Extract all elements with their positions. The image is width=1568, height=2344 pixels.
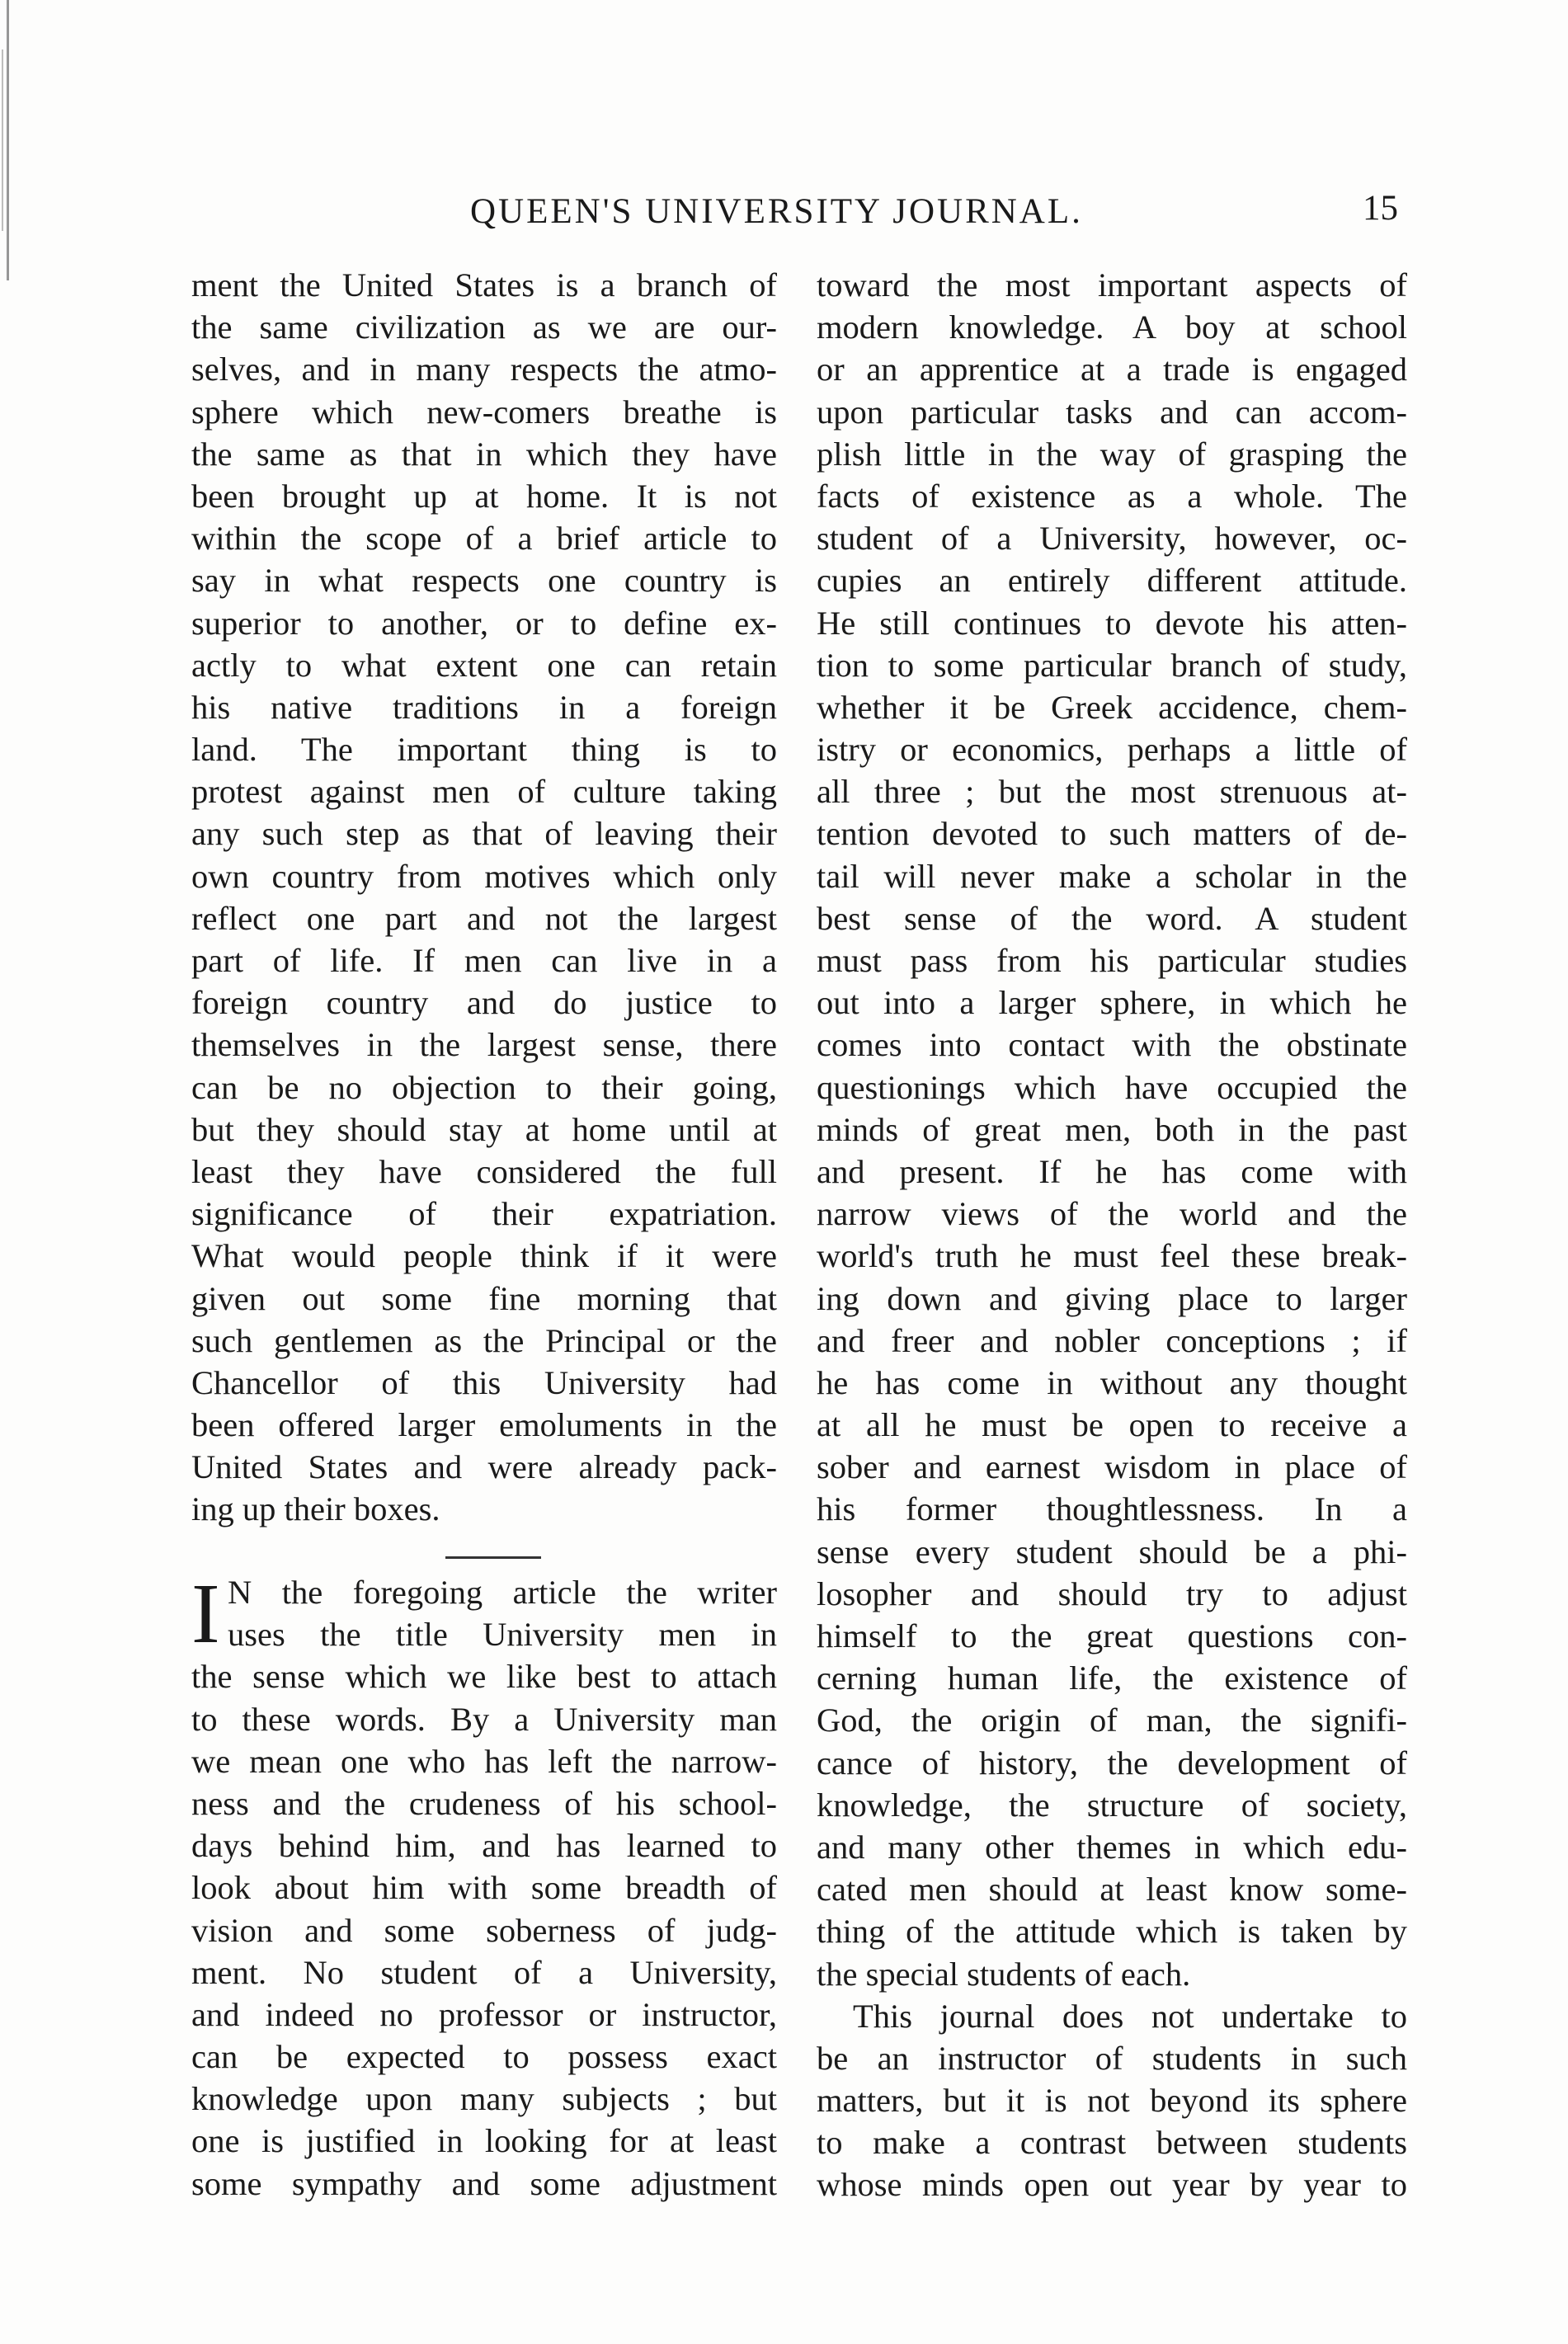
text-line: himself to the great questions con- <box>817 1617 1407 1654</box>
text-line: knowledge upon many subjects ; but <box>191 2080 777 2118</box>
text-line: tail will never make a scholar in the <box>817 857 1407 895</box>
text-line: losopher and should try to adjust <box>817 1574 1407 1612</box>
text-line: toward the most important aspects of <box>817 266 1407 304</box>
text-line: minds of great men, both in the past <box>817 1110 1407 1148</box>
text-line: uses the title University men in <box>228 1616 777 1654</box>
text-line: narrow views of the world and the <box>817 1195 1407 1233</box>
text-line: This journal does not undertake to <box>853 1997 1407 2035</box>
text-line: ing up their boxes. <box>191 1490 440 1528</box>
text-line: some sympathy and some adjustment <box>191 2164 777 2202</box>
text-line: plish little in the way of grasping the <box>817 435 1407 473</box>
left-column-top <box>191 264 777 1531</box>
text-line: land. The important thing is to <box>191 731 777 769</box>
text-line: superior to another, or to define ex- <box>191 604 777 642</box>
text-line: must pass from his particular studies <box>817 942 1407 979</box>
text-line: any such step as that of leaving their <box>191 815 777 853</box>
text-line: within the scope of a brief article to <box>191 520 777 558</box>
text-line: one is justified in looking for at least <box>191 2122 777 2160</box>
text-line: cerning human life, the existence of <box>817 1659 1407 1697</box>
text-line: istry or economics, perhaps a little of <box>817 731 1407 769</box>
text-line: significance of their expatriation. <box>191 1195 777 1233</box>
text-line: cance of history, the development of <box>817 1744 1407 1782</box>
text-line: N the foregoing article the writer <box>228 1574 777 1611</box>
text-line: can be no objection to their going, <box>191 1068 777 1106</box>
text-line: ment. No student of a University, <box>191 1953 777 1991</box>
text-line: to these words. By a University man <box>191 1700 777 1738</box>
text-line: or an apprentice at a trade is engaged <box>817 351 1407 388</box>
text-line: themselves in the largest sense, there <box>191 1026 777 1064</box>
text-line: own country from motives which only <box>191 857 777 895</box>
text-line: selves, and in many respects the atmo- <box>191 351 777 388</box>
text-line: out into a larger sphere, in which he <box>817 984 1407 1022</box>
text-line: can be expected to possess exact <box>191 2038 777 2076</box>
text-line: protest against men of culture taking <box>191 773 777 811</box>
text-line: days behind him, and has learned to <box>191 1827 777 1865</box>
text-line: actly to what extent one can retain <box>191 646 777 684</box>
text-line: at all he must be open to receive a <box>817 1406 1407 1444</box>
text-line: sense every student should be a phi- <box>817 1532 1407 1570</box>
text-line: sober and earnest wisdom in place of <box>817 1448 1407 1486</box>
text-line: world's truth he must feel these break- <box>817 1237 1407 1275</box>
text-line: whether it be Greek accidence, chem- <box>817 688 1407 726</box>
text-line: and freer and nobler conceptions ; if <box>817 1321 1407 1359</box>
text-line: look about him with some breadth of <box>191 1869 777 1907</box>
text-line: part of life. If men can live in a <box>191 942 777 979</box>
text-line: tention devoted to such matters of de- <box>817 815 1407 853</box>
text-line: comes into contact with the obstinate <box>817 1026 1407 1064</box>
left-column-bottom <box>191 1566 777 2205</box>
text-line: best sense of the word. A student <box>817 899 1407 937</box>
text-line: sphere which new-comers breathe is <box>191 393 777 431</box>
text-line: United States and were already pack- <box>191 1448 777 1486</box>
text-line: Chancellor of this University had <box>191 1363 777 1401</box>
text-line: say in what respects one country is <box>191 562 777 600</box>
text-line: ness and the crudeness of his school- <box>191 1784 777 1822</box>
text-line: be an instructor of students in such <box>817 2039 1407 2077</box>
text-line: cated men should at least know some- <box>817 1871 1407 1909</box>
text-line: knowledge, the structure of society, <box>817 1786 1407 1824</box>
text-line: whose minds open out year by year to <box>817 2166 1407 2204</box>
text-line: his former thoughtlessness. In a <box>817 1490 1407 1528</box>
text-line: questionings which have occupied the <box>817 1068 1407 1106</box>
text-line: matters, but it is not beyond its sphere <box>817 2082 1407 2120</box>
text-line: been offered larger emoluments in the <box>191 1406 777 1444</box>
section-divider <box>445 1556 541 1559</box>
text-line: the sense which we like best to attach <box>191 1658 777 1696</box>
text-line: the same civilization as we are our- <box>191 308 777 346</box>
text-line: and present. If he has come with <box>817 1152 1407 1190</box>
text-line: the special students of each. <box>817 1955 1191 1993</box>
text-line: and indeed no professor or instructor, <box>191 1995 777 2033</box>
text-line: his native traditions in a foreign <box>191 688 777 726</box>
text-line: thing of the attitude which is taken by <box>817 1913 1407 1951</box>
text-line: least they have considered the full <box>191 1152 777 1190</box>
page-number: 15 <box>1363 189 1398 228</box>
text-line: such gentlemen as the Principal or the <box>191 1321 777 1359</box>
text-line: vision and some soberness of judg- <box>191 1911 777 1949</box>
text-line: ment the United States is a branch of <box>191 266 777 304</box>
text-line: the same as that in which they have <box>191 435 777 473</box>
text-line: to make a contrast between students <box>817 2124 1407 2162</box>
text-line: He still continues to devote his atten- <box>817 604 1407 642</box>
right-column <box>817 264 1407 2206</box>
text-line: What would people think if it were <box>191 1237 777 1275</box>
text-line: God, the origin of man, the signifi- <box>817 1702 1407 1739</box>
drop-cap: I <box>191 1566 220 1661</box>
text-line: all three ; but the most strenuous at- <box>817 773 1407 811</box>
journal-title: QUEEN'S UNIVERSITY JOURNAL. <box>470 192 1083 231</box>
text-line: tion to some particular branch of study, <box>817 646 1407 684</box>
text-line: modern knowledge. A boy at school <box>817 308 1407 346</box>
text-line: cupies an entirely different attitude. <box>817 562 1407 600</box>
text-line: ing down and giving place to larger <box>817 1279 1407 1317</box>
text-line: given out some fine morning that <box>191 1279 777 1317</box>
running-header <box>0 191 1568 241</box>
text-line: upon particular tasks and can accom- <box>817 393 1407 431</box>
text-line: facts of existence as a whole. The <box>817 477 1407 515</box>
text-line: student of a University, however, oc- <box>817 520 1407 558</box>
text-line: been brought up at home. It is not <box>191 477 777 515</box>
text-line: we mean one who has left the narrow- <box>191 1742 777 1780</box>
text-line: reflect one part and not the largest <box>191 899 777 937</box>
text-line: foreign country and do justice to <box>191 984 777 1022</box>
text-line: but they should stay at home until at <box>191 1110 777 1148</box>
text-line: and many other themes in which edu- <box>817 1828 1407 1866</box>
text-line: he has come in without any thought <box>817 1363 1407 1401</box>
